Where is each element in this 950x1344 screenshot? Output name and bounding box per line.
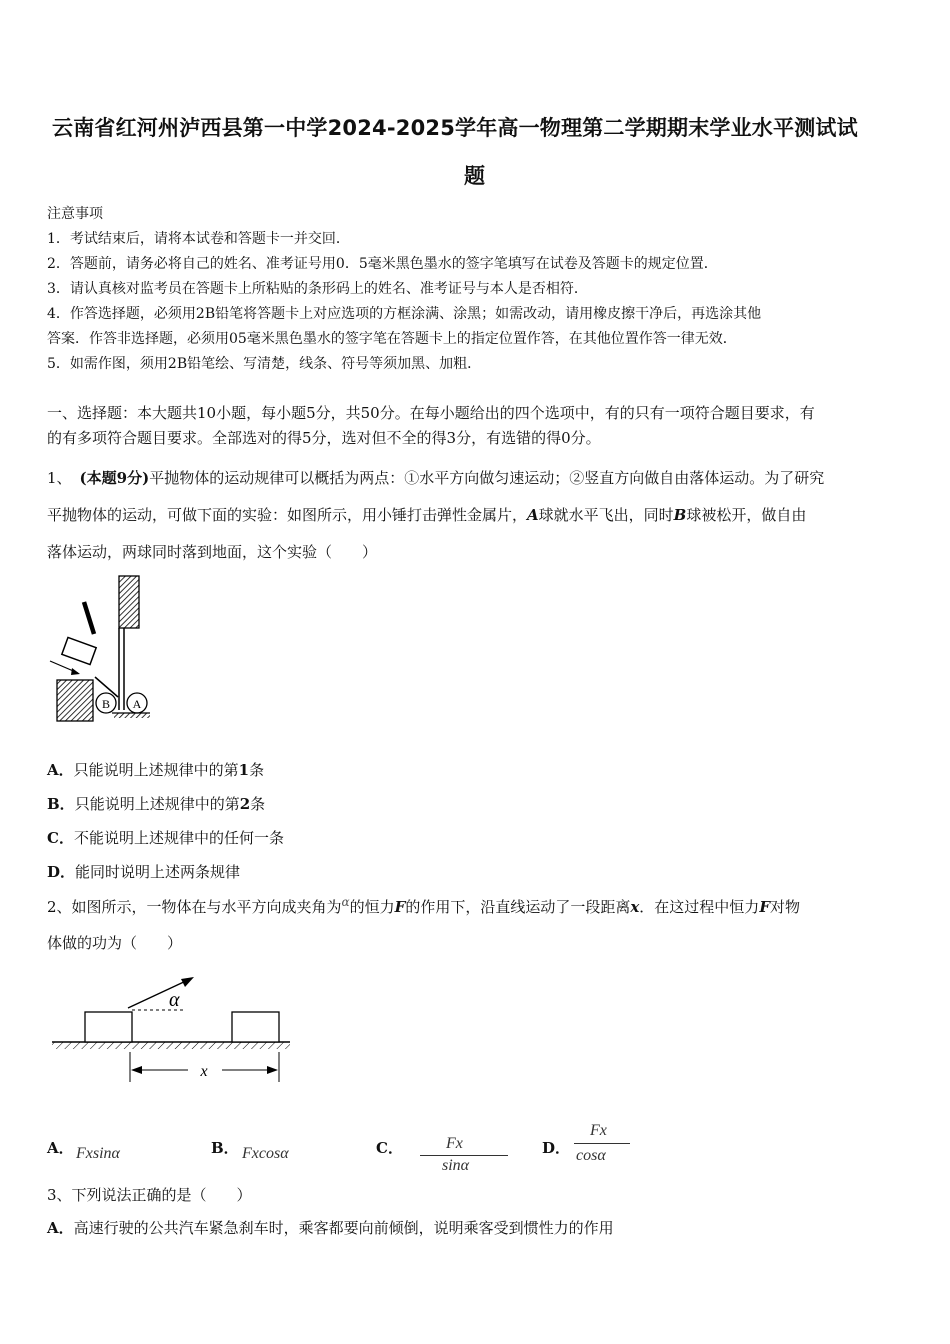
question-3-stem: 3、下列说法正确的是（ ） [47, 1186, 252, 1204]
question-1-line-2 [47, 504, 806, 525]
variable-b: B [673, 506, 687, 524]
option-letter: D． [47, 863, 76, 881]
hammer-head [62, 637, 96, 664]
option-letter: A． [47, 1219, 74, 1237]
question-text: 球就水平飞出，同时 [538, 506, 674, 524]
force-distance-figure [50, 970, 290, 1088]
option-number: 2 [239, 795, 251, 813]
fraction-bar [574, 1143, 630, 1144]
option-text: 只能说明上述规律中的第 [73, 761, 239, 779]
notice-item: 4．作答选择题，必须用2B铅笔将答题卡上对应选项的方框涂满、涂黑；如需改动，请用橡皮擦干净后，再选涂其他 [47, 306, 762, 322]
option-d-fraction [574, 1120, 634, 1168]
option-letter: B． [47, 795, 75, 813]
option-d-letter[interactable]: D． [542, 1139, 571, 1157]
notice-item: 1．考试结束后，请将本试卷和答题卡一并交回． [47, 231, 350, 247]
option-b[interactable] [47, 793, 265, 814]
variable-x: x [630, 898, 640, 916]
block-start [85, 1012, 132, 1042]
question-text: 平抛物体的运动，可做下面的实验：如图所示，用小锤打击弹性金属片， [47, 506, 528, 524]
question-1-line-3: 落体运动，两球同时落到地面，这个实验（ ） [47, 543, 378, 561]
ball-b-label: B [101, 697, 111, 711]
fraction-denominator: sinα [442, 1157, 470, 1174]
fraction-denominator: cosα [576, 1147, 606, 1164]
fraction-numerator: Fx [590, 1122, 607, 1139]
section-heading-line-1: 一、选择题：本大题共10小题，每小题5分，共50分。在每小题给出的四个选项中，有的只有一项符合题目要求，有 [47, 404, 815, 422]
option-text: 条 [249, 761, 265, 779]
section-heading-line-2: 的有多项符合题目要求。全部选对的得5分，选对但不全的得3分，有选错的得0分。 [47, 429, 601, 447]
question-1-line-1 [47, 467, 824, 488]
question-text: 平抛物体的运动规律可以概括为两点：①水平方向做匀速运动；②竖直方向做自由落体运动。为了研究 [149, 469, 825, 487]
question-2-line-1 [47, 895, 800, 917]
option-text: 不能说明上述规律中的任何一条 [73, 829, 284, 847]
notice-item: 5．如需作图，须用2B铅笔绘、写清楚，线条、符号等须加黑、加粗． [47, 356, 482, 372]
option-a[interactable] [47, 759, 264, 780]
option-c[interactable] [47, 827, 284, 848]
question-text: 2、如图所示，一物体在与水平方向成夹角为 [47, 898, 342, 916]
option-text: 能同时说明上述两条规律 [75, 863, 241, 881]
variable-a: A [527, 506, 539, 524]
option-a[interactable] [47, 1217, 614, 1238]
block-end [232, 1012, 279, 1042]
distance-label: x [200, 1063, 208, 1080]
ground-hatch [114, 713, 150, 718]
question-text: 球被松开，做自由 [686, 506, 807, 524]
question-text: 的作用下，沿直线运动了一段距离 [405, 898, 631, 916]
page-title-line-2: 题 [464, 164, 486, 188]
base-block [57, 680, 93, 721]
option-letter: C． [47, 829, 74, 847]
option-a-formula: Fxsinα [76, 1145, 120, 1162]
force-arrow-head [181, 977, 194, 987]
option-b-letter[interactable]: B． [211, 1139, 239, 1157]
option-a-letter[interactable]: A． [47, 1139, 74, 1157]
option-b-formula: Fxcosα [242, 1145, 289, 1162]
hammer-handle [84, 602, 94, 634]
option-text: 条 [250, 795, 266, 813]
page-title-line-1: 云南省红河州泸西县第一中学2024-2025学年高一物理第二学期期末学业水平测试试 [52, 116, 858, 140]
option-text: 只能说明上述规律中的第 [74, 795, 240, 813]
question-text: 的恒力 [349, 898, 395, 916]
ball-a-label: A [132, 697, 142, 711]
hammer-experiment-figure [44, 572, 160, 728]
option-c-letter[interactable]: C． [376, 1139, 403, 1157]
option-number: 1 [238, 761, 250, 779]
variable-f: F [759, 898, 770, 916]
angle-label: α [169, 989, 180, 1011]
strike-arrow-head [71, 668, 80, 675]
option-letter: A． [47, 761, 74, 779]
dim-arrow-left [131, 1066, 142, 1074]
fraction-numerator: Fx [446, 1135, 463, 1152]
option-c-fraction [416, 1133, 510, 1174]
question-number: 1、 [47, 469, 72, 487]
ground-hatch [52, 1042, 290, 1049]
fraction-bar [420, 1155, 508, 1156]
notice-heading: 注意事项 [47, 206, 103, 222]
question-text: ．在这过程中恒力 [639, 898, 760, 916]
variable-f: F [394, 898, 406, 916]
option-d[interactable] [47, 861, 240, 882]
dim-arrow-right [267, 1066, 278, 1074]
question-text: 对物 [769, 898, 800, 916]
notice-item: 3．请认真核对监考员在答题卡上所粘贴的条形码上的姓名、准考证号与本人是否相符． [47, 281, 588, 297]
question-2-line-2: 体做的功为（ ） [47, 934, 183, 952]
notice-item: 答案．作答非选择题，必须用05毫米黑色墨水的签字笔在答题卡上的指定位置作答，在其他位置作答一律无效． [47, 331, 737, 347]
variable-alpha: α [341, 895, 350, 909]
question-score: (本题9分) [79, 469, 150, 487]
notice-item: 2．答题前，请务必将自己的姓名、准考证号用0．5毫米黑色墨水的签字笔填写在试卷及答题卡的规定位置． [47, 256, 718, 272]
option-text: 高速行驶的公共汽车紧急刹车时，乘客都要向前倾倒，说明乘客受到惯性力的作用 [73, 1219, 614, 1237]
clamp-block [119, 576, 139, 628]
